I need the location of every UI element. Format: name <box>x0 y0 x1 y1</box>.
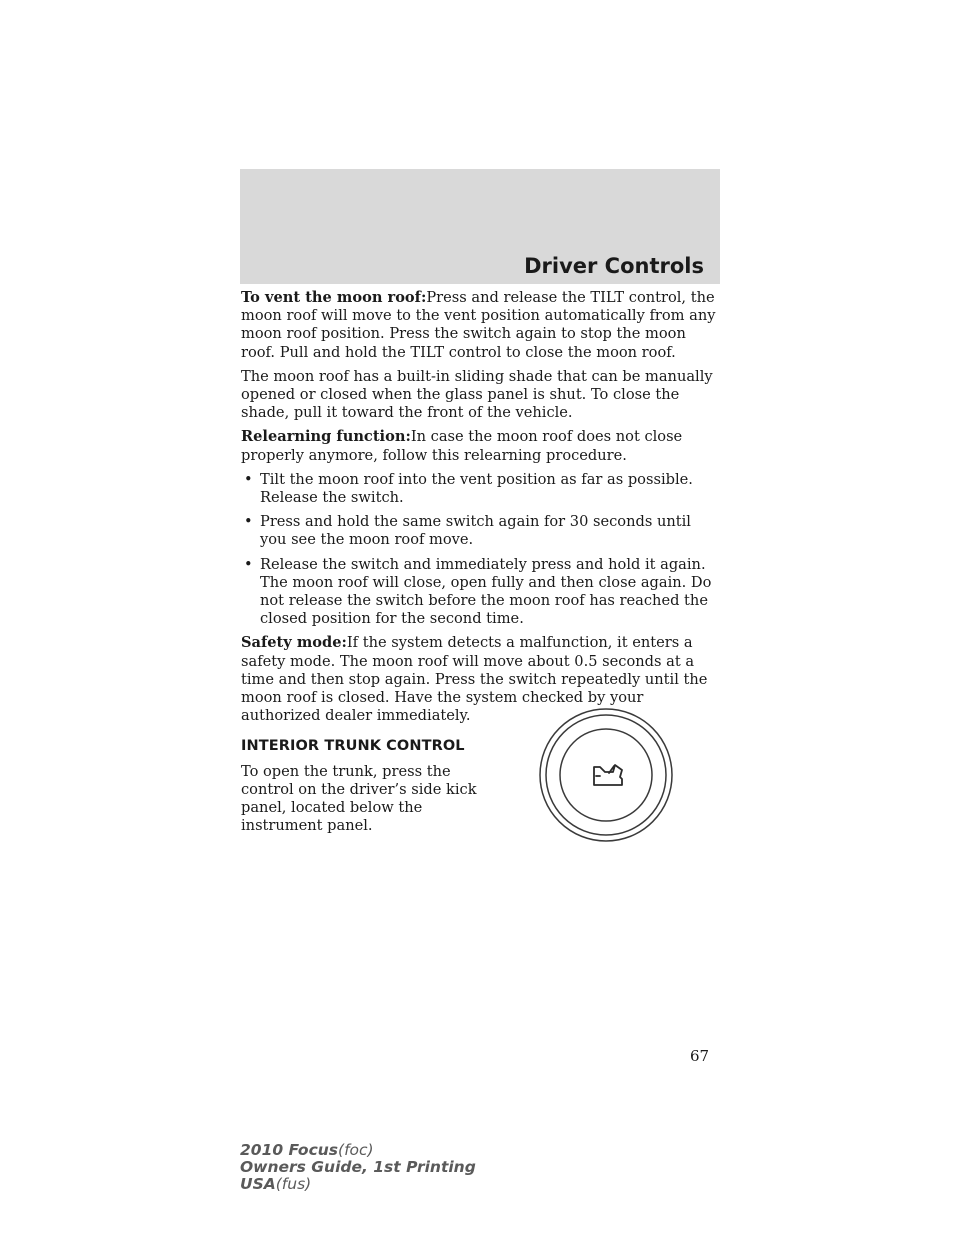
shade-paragraph: The moon roof has a built-in sliding shade that can be manually opened or closed when the glass panel is shut. To close the shade, pull it toward the front of the vehicle. <box>241 367 713 422</box>
vent-paragraph <box>241 289 721 362</box>
safety-lead: Safety mode: <box>241 634 347 652</box>
footer-line: Owners Guide, 1st Printing <box>240 1158 476 1176</box>
trunk-release-icon <box>538 707 674 843</box>
list-item: • Release the switch and immediately press and hold it again. The moon roof will close, open fully and then close again. Do not release the switch before the moon roof has reached the closed position for the second time. <box>244 555 712 628</box>
bullet-symbol: • <box>244 513 253 531</box>
vent-text: Press and release the TILT control, the moon roof will move to the vent position automatically from any moon roof position. Press the switch again to stop the moon roof. Pull and hold the TILT control to close the moon roof. <box>241 289 716 361</box>
bullet-symbol: • <box>244 470 253 488</box>
safety-text: If the system detects a malfunction, it enters a safety mode. The moon roof will move about 0.5 seconds at a time and then stop again. Press the switch repeatedly until the moon roof is closed. Have the system checked by your authorized dealer immediately. <box>241 634 708 725</box>
relearning-steps <box>241 471 721 629</box>
list-item: • Press and hold the same switch again for 30 seconds until you see the moon roof move. <box>244 513 691 549</box>
list-item: • Tilt the moon roof into the vent position as far as possible. Release the switch. <box>244 470 693 507</box>
page-number: 67 <box>690 1047 710 1065</box>
relearning-text: In case the moon roof does not close properly anymore, follow this relearning procedure. <box>241 428 683 464</box>
section-title: Driver Controls <box>524 254 704 278</box>
bullet-symbol: • <box>244 555 253 573</box>
footer-line: USA(fus) <box>240 1175 312 1193</box>
relearning-paragraph <box>241 428 721 464</box>
footer <box>240 1142 476 1193</box>
section-heading: INTERIOR TRUNK CONTROL <box>241 738 465 755</box>
trunk-paragraph: To open the trunk, press the control on the driver’s side kick panel, located below the instrument panel. <box>241 762 477 835</box>
header-bar <box>240 169 720 284</box>
relearning-lead: Relearning function: <box>241 428 411 446</box>
footer-line: 2010 Focus(foc) <box>240 1141 374 1159</box>
vent-lead: To vent the moon roof: <box>241 289 427 306</box>
